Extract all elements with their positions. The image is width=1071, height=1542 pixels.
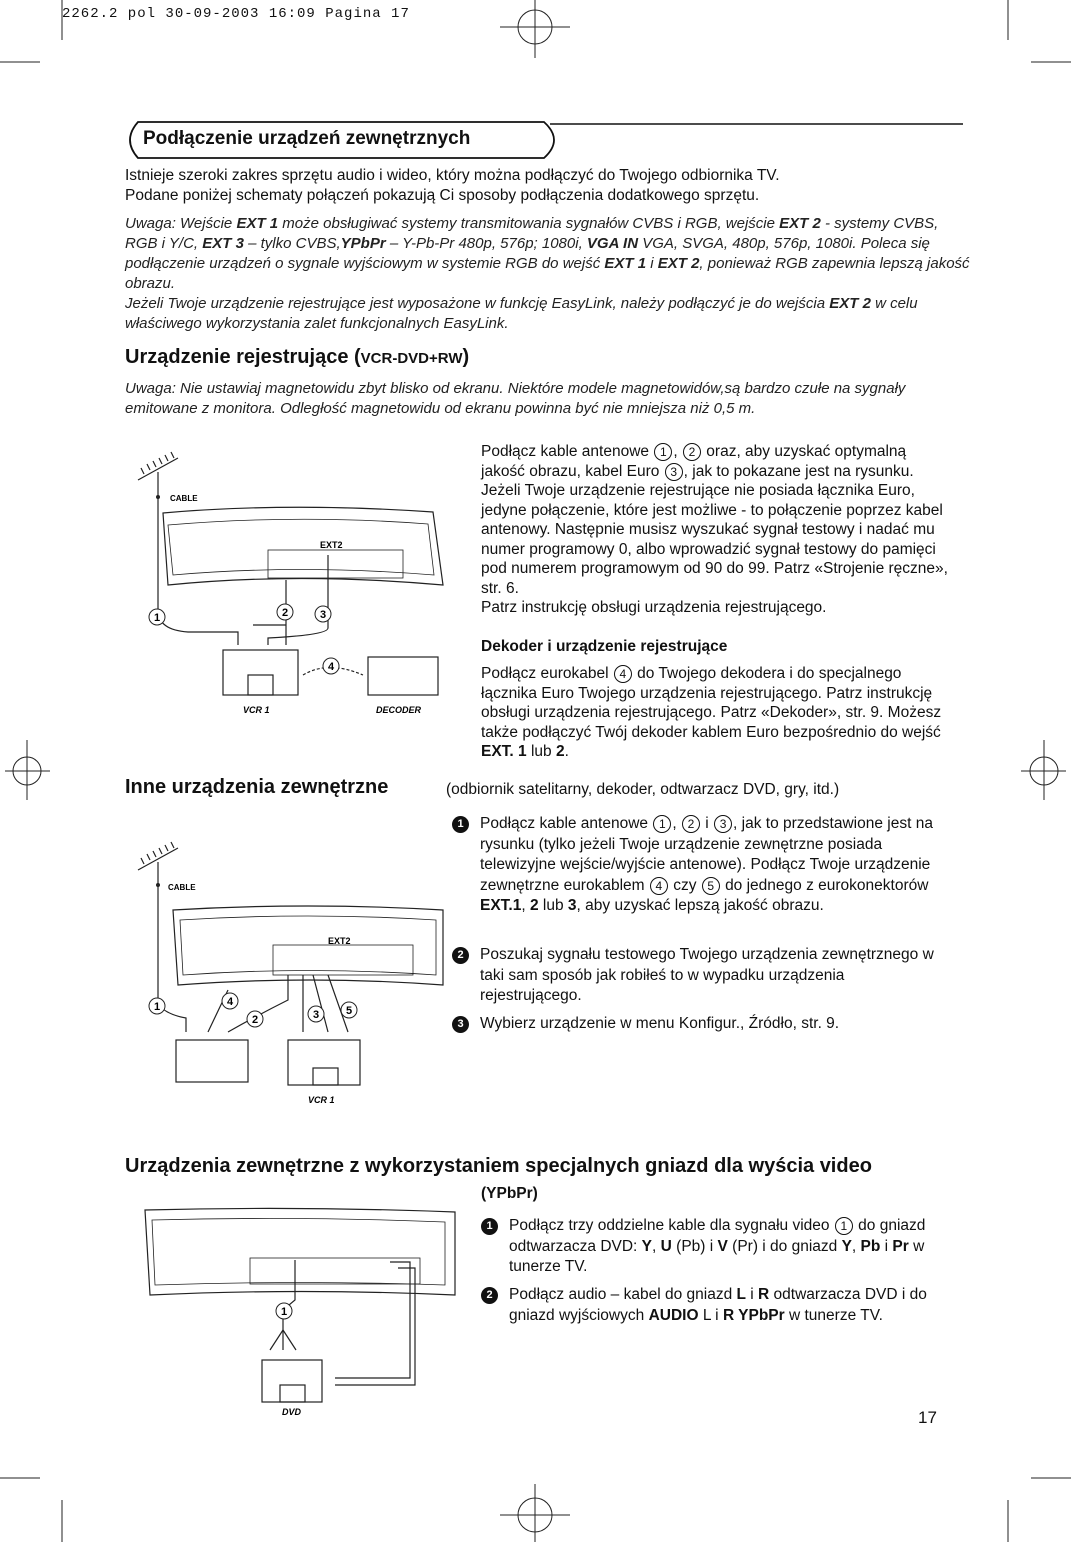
ext2-label: EXT2 (328, 936, 351, 946)
callout-5: 5 (345, 1005, 353, 1017)
decoder-title: Dekoder i urządzenie rejestrujące (481, 638, 728, 655)
circled-4: 4 (650, 877, 668, 895)
list-item (452, 1014, 947, 1035)
r-label: R (758, 1286, 770, 1303)
section-recording-text: Podłącz kable antenowe 1 , 2 oraz, aby uzyskać optymalną jakość obrazu, kabel Euro 3 , jak to pokazane jest na rysunku. Jeżeli Twoje urządzenie rejestrujące nie posiada łącznika Euro, jedyne połączenie, które jest możliwe - to połączenie poprzez kabel antenowy. Następnie musisz wyszukać sygnał testowy i nadać mu numer programowy 0, albo wprowadzić sygnał testowy do pamięci pod numerem programowym od 90 do 99. Patrz «Strojenie ręczne», str. 6. Patrz instrukcję obsługi urządzenia rejestrującego. (481, 443, 948, 616)
page-title: Podłączenie urządzeń zewnętrznych (143, 128, 471, 149)
step-text: Wybierz urządzenie w menu Konfigur., Źródło, str. 9. (480, 1015, 840, 1032)
bullet-1: 1 (481, 1218, 498, 1235)
bullet-1: 1 (452, 816, 469, 833)
ext-label: 3 (567, 897, 577, 914)
circled-3: 3 (665, 463, 683, 481)
callout-2: 2 (281, 607, 289, 619)
pb-label: Pb (860, 1237, 881, 1255)
circled-1: 1 (835, 1217, 853, 1235)
circled-1: 1 (653, 815, 671, 833)
audio-label: AUDIO (648, 1306, 699, 1324)
section-ypbpr-sub: (YPbPr) (481, 1185, 538, 1202)
step-text: Podłącz kable antenowe 1 , 2 i 3 , jak to przedstawione jest na rysunku (tylko jeżeli Twoje urządzenie zewnętrzne posiada telewizyjne wejście/wyjście antenowe). Podłącz Twoje urządzenie zewnętrzne eurokablem 4 czy 5 do jednego z eurokonektorów EXT.1, 2 lub 3, aby uzyskać lepszą jakość obrazu. (480, 815, 933, 914)
ext2-label: EXT 2 (779, 215, 821, 232)
title-part: Urządzenie rejestrujące ( (125, 346, 361, 368)
bullet-3: 3 (452, 1016, 469, 1033)
ext1-label: EXT. 1 (481, 743, 527, 760)
cable-label: CABLE (170, 494, 198, 503)
vcr-label: VCR 1 (243, 705, 270, 715)
list-item (452, 945, 947, 1007)
intro (125, 166, 985, 205)
note-text: Poleca się podłączenie urządzeń o sygnale wyjściowym w systemie RGB do wejść (125, 235, 930, 272)
title-part: VCR-DVD+RW (360, 350, 463, 367)
decoder-text (481, 664, 951, 762)
text: Podłącz kable antenowe (480, 815, 649, 832)
ext2-label: 2 (555, 743, 565, 760)
text: Podłącz audio – kabel do gniazd (509, 1286, 737, 1303)
text: odtwarzacza DVD i do gniazd wyjściowych (509, 1286, 927, 1324)
text: lub (538, 897, 568, 914)
intro-line-2: Podane poniżej schematy połączeń pokazują Ci sposoby podłączenia dodatkowego sprzętu. (125, 186, 760, 204)
step-text: Podłącz audio – kabel do gniazd L i R odtwarzacza DVD i do gniazd wyjściowych AUDIO L i R YPbPr w tunerze TV. (509, 1286, 927, 1324)
text: . (564, 743, 569, 760)
y-label: Y (841, 1237, 852, 1255)
figure-other-devices (128, 840, 458, 1110)
section-ypbpr-title: Urządzenia zewnętrzne z wykorzystaniem specjalnych gniazd dla wyścia video (125, 1155, 872, 1177)
ext2-label: EXT 2 (657, 255, 700, 272)
text: do Twojego dekodera i do specjalnego łącznika Euro Twojego urządzenia rejestrującego. Patrz instrukcję obsługi urządzenia rejestrującego. Patrz «Dekoder», str. 9. Możesz także podłączyć Twój dekoder kablem Euro bezpośrednio do wejść (481, 665, 942, 741)
text: lub (526, 743, 556, 760)
y-label: Y (641, 1237, 653, 1255)
figure-dvd-ypbpr (140, 1200, 460, 1420)
page-number: 17 (918, 1408, 937, 1427)
ext2-label: EXT 2 (829, 295, 871, 312)
note-text: i (646, 255, 658, 272)
list-item (481, 1216, 951, 1278)
title-part: ) (462, 346, 470, 368)
cable-label: CABLE (168, 883, 196, 892)
vga-label: VGA IN (586, 235, 639, 252)
text: Patrz instrukcję obsługi urządzenia rejestrującego. (481, 599, 827, 616)
text: , jak to pokazane jest na rysunku. Jeżeli Twoje urządzenie rejestrujące nie posiada łącznika Euro, jedyne połączenie, które jest możliwe - to połączenie poprzez kabel antenowy. Następnie musisz wyszukać sygnał testowy i nadać mu numer programowy 0, albo wprowadzić sygnał testowy do pamięci pod numerem programowym od 90 do 99. Patrz «Strojenie ręczne», str. 6. (481, 462, 948, 597)
circled-5: 5 (702, 877, 720, 895)
ext-label: EXT.1 (480, 897, 522, 914)
note-text: Jeżeli Twoje urządzenie rejestrujące jest wyposażone w funkcję EasyLink, należy podłączyć je do wejścia (125, 295, 830, 312)
text: do jednego z eurokonektorów (725, 876, 929, 894)
text: w tunerze TV. (509, 1237, 925, 1275)
dvd-label: DVD (282, 1407, 302, 1417)
callout-1: 1 (280, 1306, 288, 1318)
ext1-label: EXT 1 (236, 215, 279, 232)
callout-4: 4 (226, 996, 234, 1008)
ypbpr-label: YPbPr (340, 235, 386, 252)
circled-3: 3 (714, 815, 732, 833)
note-text: w celu właściwego wykorzystania zalet funkcjonalnych EasyLink. (125, 295, 918, 332)
callout-3: 3 (312, 1009, 320, 1021)
print-header: 2262.2 pol 30-09-2003 16:09 Pagina 17 (62, 6, 410, 22)
ext-label: 2 (529, 897, 539, 914)
step-text: Poszukaj sygnału testowego Twojego urządzenia zewnętrznego w taki sam sposób jak robiłeś to w wypadku urządzenia rejestrującego. (480, 946, 934, 1004)
text: Podłącz eurokabel (481, 665, 609, 682)
vcr-label: VCR 1 (308, 1095, 335, 1105)
callout-1: 1 (153, 612, 161, 624)
figure-vcr-decoder (128, 450, 458, 720)
section-other-subtitle: (odbiornik satelitarny, dekoder, odtwarzacz DVD, gry, itd.) (446, 781, 840, 798)
step-text: Podłącz trzy oddzielne kable dla sygnału video 1 do gniazd odtwarzacza DVD: Y, U (Pb) i V (Pr) i do gniazd Y, Pb i Pr w tunerze TV. (509, 1217, 926, 1275)
note-text: – Y-Pb-Pr 480p, 576p; 1080i, (385, 235, 587, 252)
text: czy (673, 876, 697, 894)
callout-4: 4 (327, 661, 335, 673)
text: (Pb) i (676, 1237, 718, 1255)
callout-2: 2 (251, 1014, 259, 1026)
note-text: - systemy CVBS, RGB i Y/C, (125, 215, 939, 252)
circled-1: 1 (654, 443, 672, 461)
callout-1: 1 (153, 1001, 161, 1013)
text: Podłącz trzy oddzielne kable dla sygnału video (509, 1217, 830, 1234)
text: do gniazd odtwarzacza DVD: (509, 1217, 926, 1255)
text: oraz, aby uzyskać optymalną jakość obrazu, kabel Euro (481, 443, 907, 480)
pr-label: Pr (892, 1237, 909, 1255)
note-text: , ponieważ RGB zapewnia lepszą jakość obrazu. (125, 255, 970, 292)
list-item (452, 814, 947, 917)
section-recording-note: Uwaga: Nie ustawiaj magnetowidu zbyt blisko od ekranu. Niektóre modele magnetowidów,są bardzo czułe na sygnały emitowane z monitora. Odległość magnetowidu od ekranu powinna być nie mniejsza niż 0,5 m. (125, 380, 906, 417)
ext1-label: EXT 1 (604, 255, 647, 272)
note-inputs (125, 214, 970, 334)
r-ypbpr-label: R YPbPr (722, 1306, 785, 1324)
ext2-label: EXT2 (320, 540, 343, 550)
text: Podłącz kable antenowe (481, 443, 650, 460)
note-text: może obsługiwać systemy transmitowania sygnałów CVBS i RGB, wejście (278, 215, 780, 232)
circled-2: 2 (683, 443, 701, 461)
circled-4: 4 (614, 665, 632, 683)
text: i (880, 1237, 893, 1255)
text: L i (698, 1306, 723, 1324)
list-item (481, 1285, 951, 1326)
section-recording-title (125, 346, 469, 369)
note-text: – tylko CVBS, (243, 235, 341, 252)
intro-line-1: Istnieje szeroki zakres sprzętu audio i wideo, który można podłączyć do Twojego odbiornika TV. (125, 167, 780, 184)
text: , jak to przedstawione jest na rysunku (tylko jeżeli Twoje urządzenie zewnętrzne posiada telewizyjne wejście/wyjście antenowe). Podłącz Twoje urządzenie zewnętrzne eurokablem (480, 815, 933, 894)
v-label: V (717, 1237, 728, 1255)
section-other-title: Inne urządzenia zewnętrzne (125, 776, 389, 798)
note-text: VGA, SVGA, 480p, 576p, 1080i. (638, 235, 857, 252)
l-label: L (736, 1286, 746, 1303)
bullet-2: 2 (481, 1287, 498, 1304)
circled-2: 2 (682, 815, 700, 833)
bullet-2: 2 (452, 947, 469, 964)
text: (Pr) i do gniazd (732, 1237, 842, 1255)
text: w tunerze TV. (784, 1306, 883, 1324)
text: , aby uzyskać lepszą jakość obrazu. (576, 897, 824, 914)
ext3-label: EXT 3 (202, 235, 244, 252)
note-text: Uwaga: Wejście (125, 215, 237, 232)
decoder-label: DECODER (376, 705, 422, 715)
callout-3: 3 (319, 609, 327, 621)
u-label: U (660, 1237, 672, 1255)
